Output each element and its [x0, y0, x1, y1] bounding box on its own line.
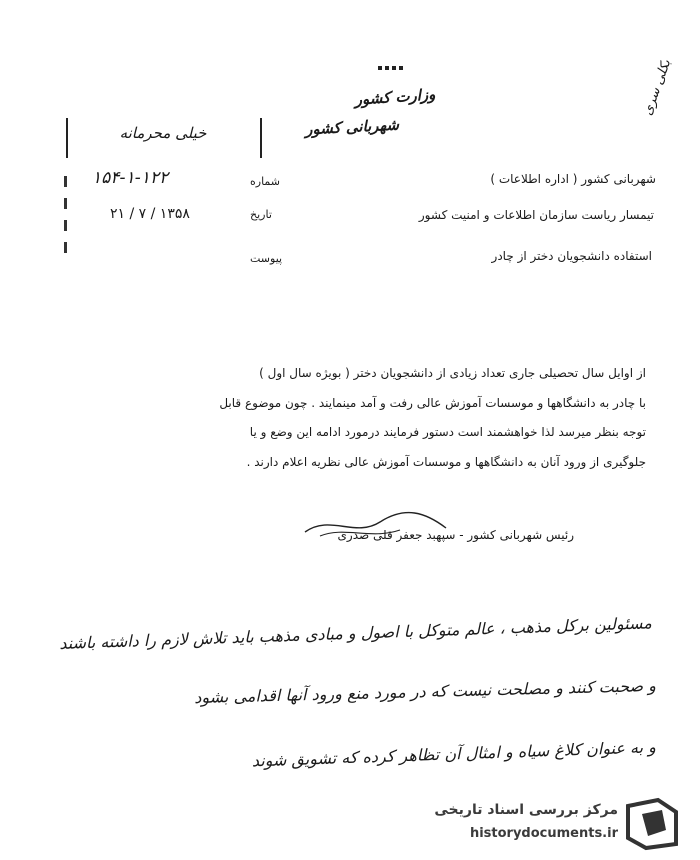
letter-date: ۲۱ / ۷ / ۱۳۵۸	[110, 206, 190, 222]
handwritten-note-line: و صحبت کنند و مصلحت نیست که در مورد منع ورود آنها اقدامی بشود	[193, 675, 657, 708]
attachment-label: پیوست	[250, 252, 283, 265]
number-label: شماره	[250, 175, 281, 188]
copy-line: تیمسار ریاست سازمان اطلاعات و امنیت کشور	[418, 208, 654, 222]
margin-marks	[60, 176, 74, 266]
subject-line: استفاده دانشجویان دختر از چادر	[491, 249, 652, 263]
body-line: از اوایل سال تحصیلی جاری تعداد زیادی از دانشجویان دختر ( بویژه سال اول )	[259, 366, 646, 380]
date-label: تاریخ	[250, 208, 272, 221]
archive-logo-icon	[622, 796, 682, 852]
body-line: جلوگیری از ورود آنان به دانشگاهها و موسسات آموزش عالی نظریه اعلام دارند .	[246, 455, 646, 469]
ministry-heading: وزارت کشور	[354, 85, 436, 109]
letter-number: ۱۵۴-۱-۱۲۲	[92, 168, 169, 188]
handwritten-note-line: و به عنوان کلاغ سیاه و امثال آن تظاهر کرده که تشویق شوند	[251, 737, 657, 771]
classification-mark: بکلی سری	[640, 57, 675, 118]
signature-line: رئیس شهربانی کشور - سپهبد جعفر قلی صدری	[337, 528, 574, 542]
watermark-url: historydocuments.ir	[469, 826, 618, 841]
watermark-name: مرکز بررسی اسناد تاریخی	[434, 802, 618, 818]
handwritten-note-line: مسئولین برکل مذهب ، عالم متوکل با اصول و مبادی مذهب باید تلاش لازم را داشته باشند	[58, 613, 653, 654]
body-line: توجه بنظر میرسد لذا خواهشمند است دستور فرمایند درمورد ادامه این وضع و یا	[249, 425, 646, 439]
office-heading: شهربانی کشور	[304, 115, 400, 139]
classification-stamp-text: خیلی محرمانه	[119, 124, 207, 142]
body-line: با چادر به دانشگاهها و موسسات آموزش عالی رفت و آمد مینمایند . چون موضوع قابل	[219, 396, 646, 410]
header-ornament	[378, 66, 406, 70]
recipient-line: شهربانی کشور ( اداره اطلاعات )	[490, 172, 656, 186]
